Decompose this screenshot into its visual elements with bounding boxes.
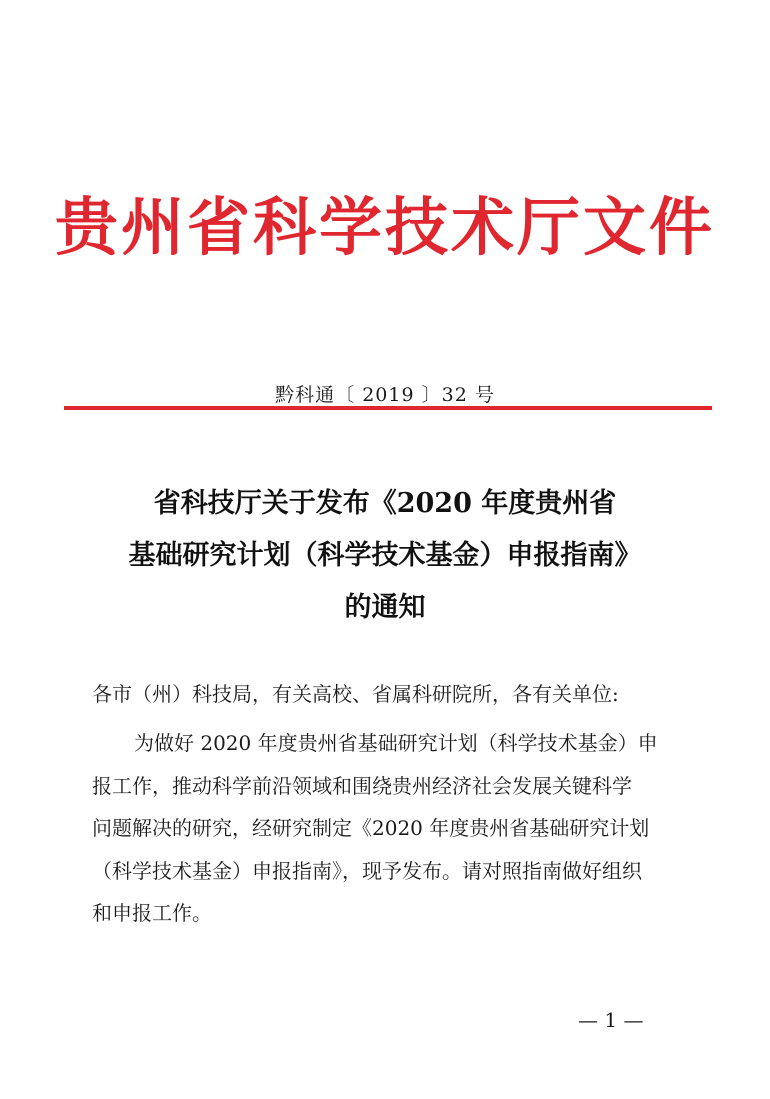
- body-line: 问题解决的研究，经研究制定《2020 年度贵州省基础研究计划: [92, 816, 650, 840]
- body-line: 报工作，推动科学前沿领域和围绕贵州经济社会发展关键科学: [92, 773, 632, 798]
- salutation: 各市（州）科技局，有关高校、省属科研院所，各有关单位:: [92, 682, 619, 706]
- masthead-title: 贵州省科学技术厅文件: [55, 191, 715, 264]
- body-paragraph: [92, 722, 672, 935]
- document-number: 黔科通〔 2019 〕32 号: [275, 384, 495, 406]
- red-divider-line: [64, 406, 712, 410]
- notice-title: [30, 478, 740, 634]
- page-number: — 1 —: [578, 1008, 644, 1032]
- body-line: 为做好 2020 年度贵州省基础研究计划（科学技术基金）申: [134, 731, 658, 755]
- body-line: 和申报工作。: [92, 901, 212, 925]
- body-line: （科学技术基金）申报指南》，现予发布。请对照指南做好组织: [92, 858, 642, 883]
- notice-title-line: 省科技厅关于发布《2020 年度贵州省: [153, 488, 617, 519]
- notice-title-line: 的通知: [344, 592, 426, 623]
- notice-title-line: 基础研究计划（科学技术基金）申报指南》: [128, 540, 642, 571]
